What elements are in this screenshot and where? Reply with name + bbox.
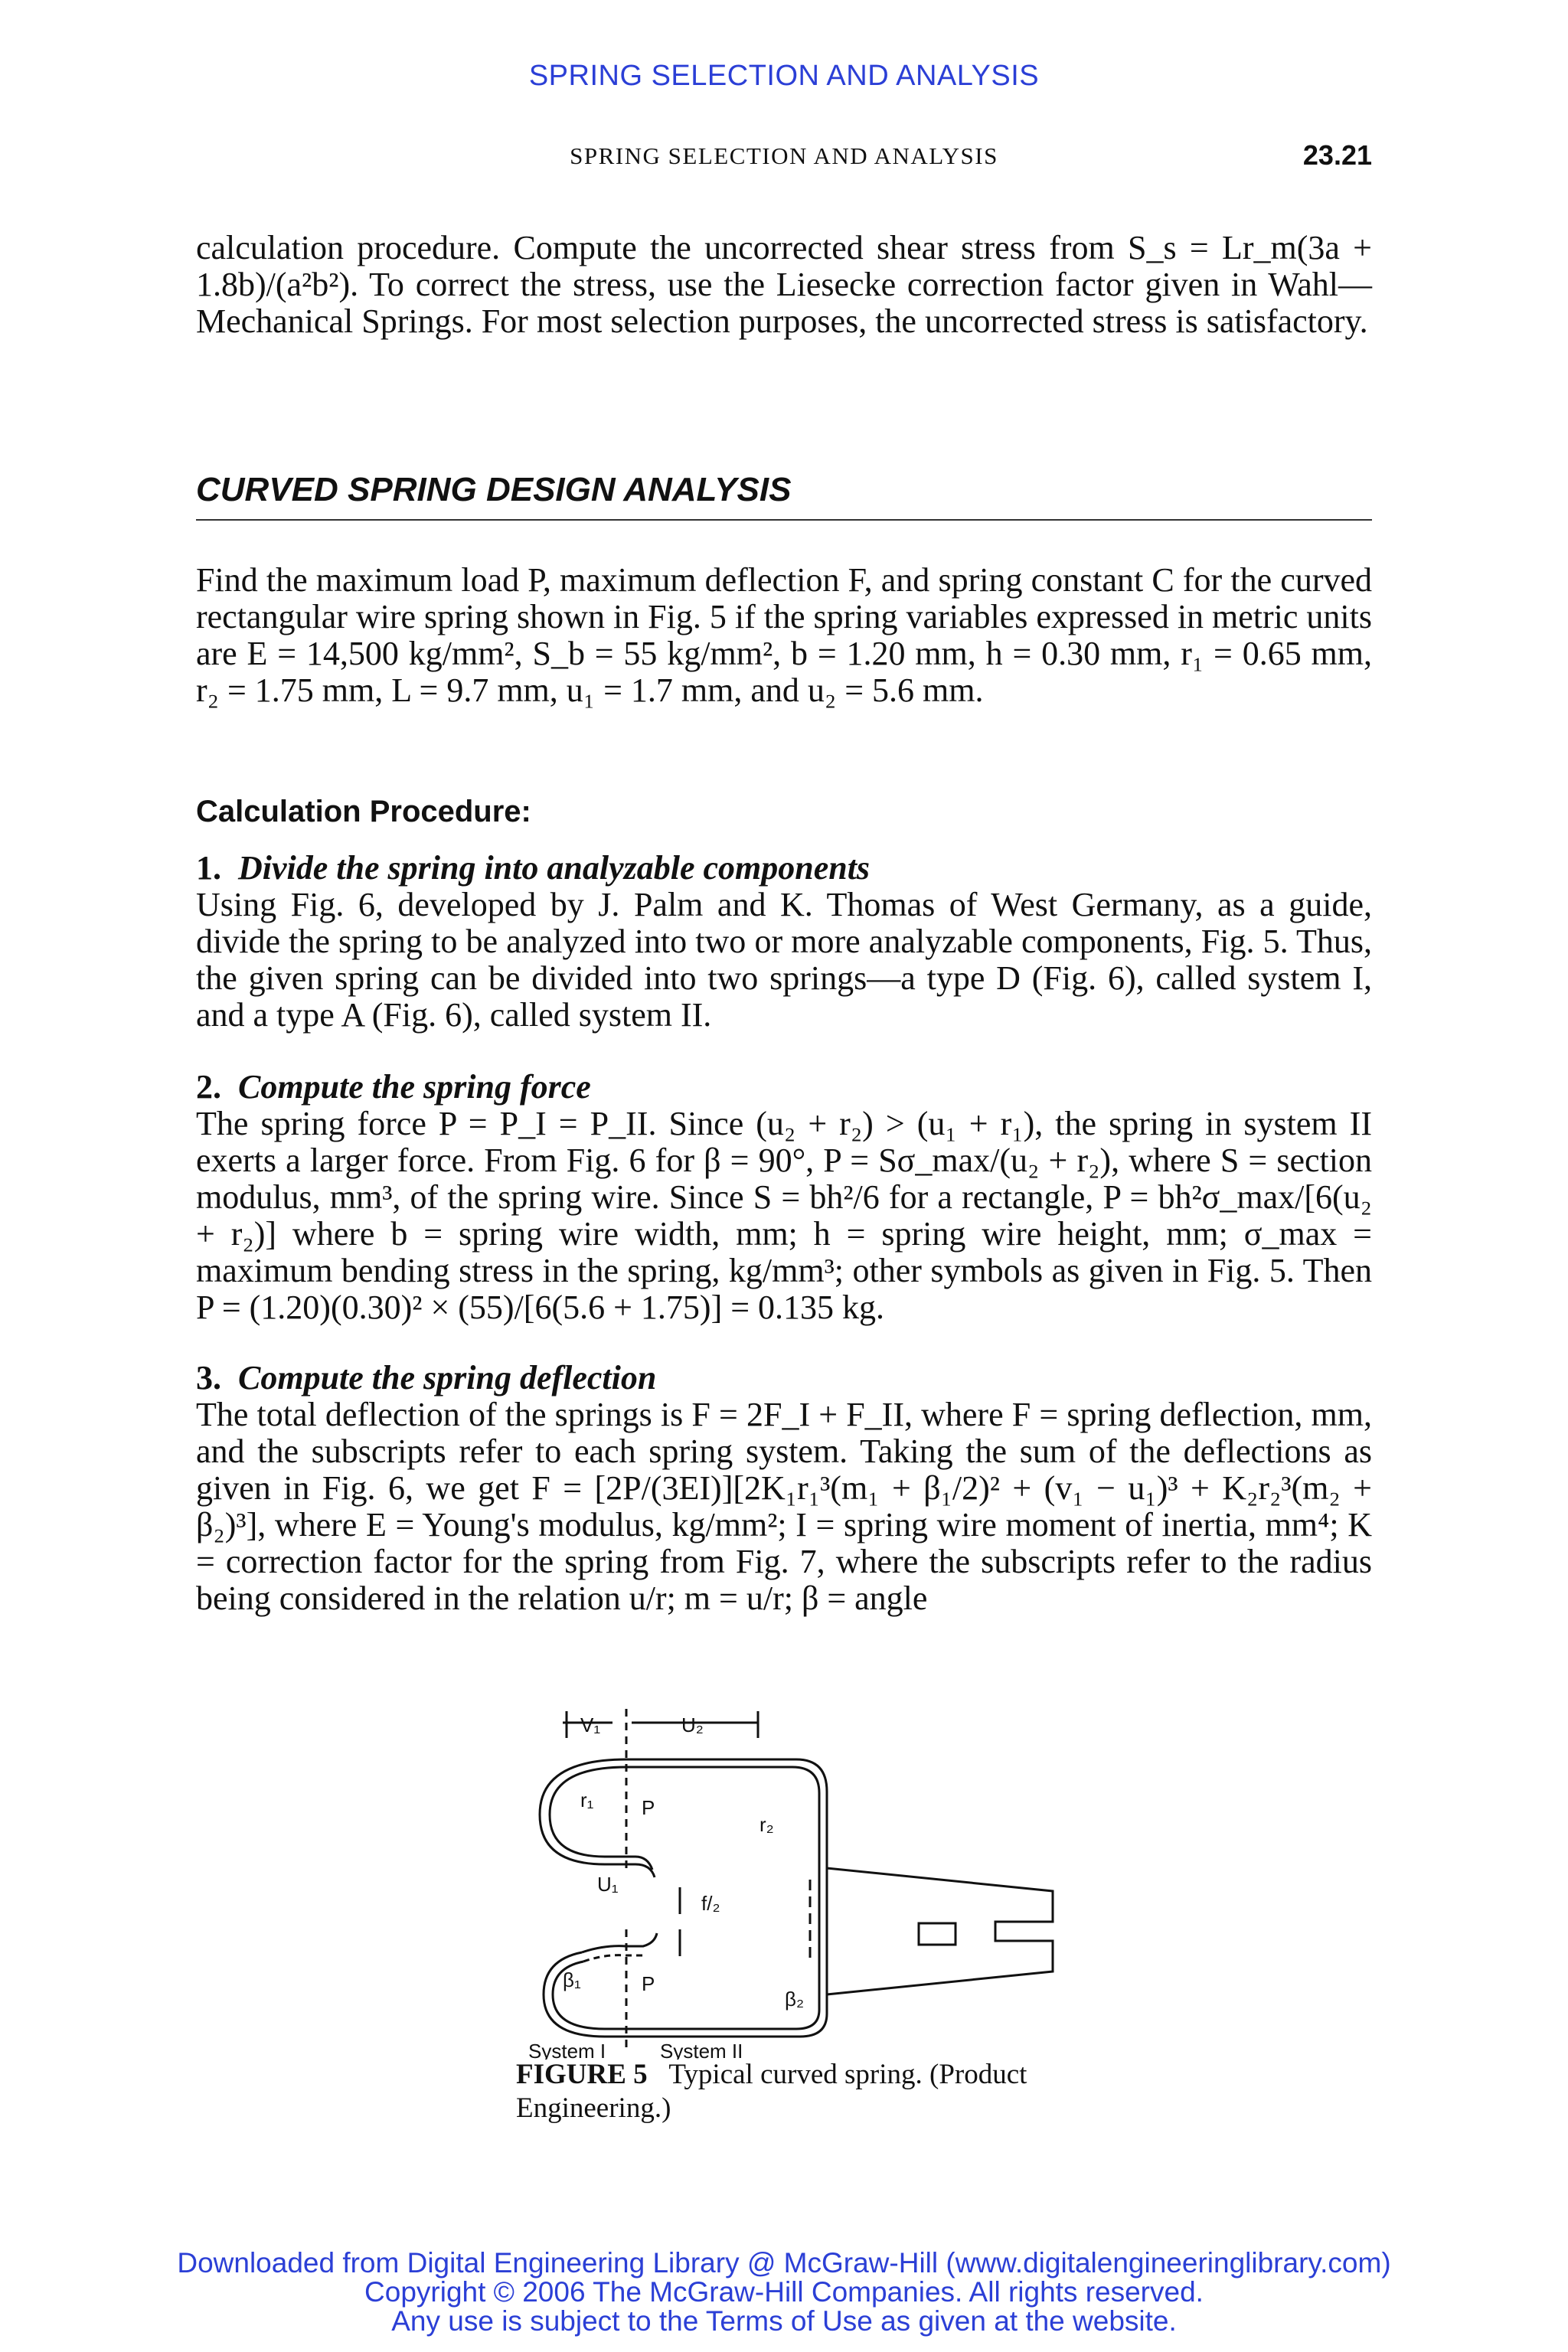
top-link[interactable]: SPRING SELECTION AND ANALYSIS (528, 60, 1040, 92)
step-3-text: The total deflection of the springs is F = 2F_I + F_II, where F = spring deflection, mm, and the subscripts refer to each spring system. Taking the sum of the deflections as given in Fig. 6, we get F = [2P/(3EI)][2K₁r₁³(m₁ + β₁/2)² + (v₁ − u₁)³ + K₂r₂³(m₂ + β₂)³], where E = Young's modulus, kg/mm²; I = spring wire moment of inertia, mm⁴; K = correction factor for the spring from Fig. 7, where the subscripts refer to the radius being considered in the relation u/r; m = u/r; β = angle (196, 1396, 1372, 1617)
footer (0, 2249, 1568, 2336)
step-1-title: Divide the spring into analyzable components (238, 849, 871, 887)
step-3-title: Compute the spring deflection (238, 1359, 657, 1396)
running-head: SPRING SELECTION AND ANALYSIS (570, 142, 998, 169)
label-u2: U₂ (681, 1713, 704, 1736)
step-2-text: The spring force P = P_I = P_II. Since (u₂ + r₂) > (u₁ + r₁), the spring in system II exerts a larger force. From Fig. 6 for β = 90°, P = Sσ_max/(u₂ + r₂), where S = section modulus, mm³, of the spring wire. Since S = bh²/6 for a rectangle, P = bh²σ_max/[6(u₂ + r₂)] where b = spring wire width, mm; h = spring wire height, mm; σ_max = maximum bending stress in the spring, kg/mm³; other symbols as given in Fig. 5. Then P = (1.20)(0.30)² × (55)/[6(5.6 + 1.75)] = 0.135 kg. (196, 1105, 1372, 1326)
step-3 (196, 1360, 1372, 1617)
lower-loop-top (582, 1933, 657, 1952)
footer-copyright: Copyright © 2006 The McGraw-Hill Companies. All rights reserved. (364, 2276, 1204, 2308)
label-v1: V₁ (580, 1713, 601, 1736)
curved-spring-diagram (490, 1700, 1102, 2060)
page-number: 23.21 (1302, 139, 1372, 171)
step-2-heading (196, 1069, 1372, 1106)
lower-loop-dashed (583, 1955, 647, 1962)
procedure-heading: Calculation Procedure: (196, 795, 531, 828)
caption-label: FIGURE 5 (516, 2059, 648, 2090)
problem-text: Find the maximum load P, maximum deflection F, and spring constant C for the curved rectangular wire spring shown in Fig. 5 if the spring variables expressed in metric units are E = 14,500 kg/mm², S_b = 55 kg/mm², b = 1.20 mm, h = 0.30 mm, r₁ = 0.65 mm, r₂ = 1.75 mm, L = 9.7 mm, u₁ = 1.7 mm, and u₂ = 5.6 mm. (196, 561, 1372, 709)
label-f2: f/₂ (701, 1892, 720, 1915)
step-3-heading (196, 1360, 1372, 1396)
step-1 (196, 850, 1372, 1034)
label-p-bottom: P (642, 1972, 655, 1995)
figure-labels (528, 1713, 804, 2060)
step-1-heading (196, 850, 1372, 887)
figure-5 (490, 1700, 1102, 2060)
step-3-number: 3. (196, 1359, 221, 1396)
section-title: CURVED SPRING DESIGN ANALYSIS (196, 471, 792, 508)
step-2-number: 2. (196, 1068, 221, 1106)
intro-paragraph (196, 230, 1372, 340)
label-beta2: β₂ (785, 1988, 805, 2011)
step-2-title: Compute the spring force (238, 1068, 591, 1106)
caption-text: Typical curved spring. (Product Engineering.) (516, 2059, 1027, 2124)
tab-slot (919, 1923, 956, 1945)
step-2 (196, 1069, 1372, 1326)
step-1-number: 1. (196, 849, 221, 887)
step-1-text: Using Fig. 6, developed by J. Palm and K. Thomas of West Germany, as a guide, divide the spring to be analyzed into two or more analyzable components, Fig. 5. Thus, the given spring can be divided into two springs—a type D (Fig. 6), called system I, and a type A (Fig. 6), called system II. (196, 886, 1372, 1034)
spring-tab (827, 1868, 1053, 1994)
label-r1: r₁ (580, 1788, 594, 1811)
footer-terms: Any use is subject to the Terms of Use as given at the website. (391, 2305, 1177, 2337)
section-rule (196, 519, 1372, 521)
label-r2: r₂ (760, 1813, 774, 1836)
label-p-top: P (642, 1796, 655, 1819)
upper-loop-outer (540, 1759, 655, 1877)
intro-text: calculation procedure. Compute the uncorrected shear stress from S_s = Lr_m(3a + 1.8b)/(a²b²). To correct the stress, use the Liesecke correction factor given in Wahl—Mechanical Springs. For most selection purposes, the uncorrected stress is satisfactory. (196, 229, 1372, 340)
label-system-1: System I (528, 2040, 606, 2060)
problem-paragraph (196, 562, 1372, 709)
label-system-2: System II (660, 2040, 743, 2060)
label-u1: U₁ (597, 1873, 619, 1896)
label-beta1: β₁ (563, 1968, 581, 1991)
upper-loop-inner (550, 1767, 652, 1870)
footer-link[interactable]: Downloaded from Digital Engineering Library @ McGraw-Hill (www.digitalengineeringlibrary.com) (177, 2247, 1391, 2278)
figure-caption (516, 2058, 1067, 2125)
